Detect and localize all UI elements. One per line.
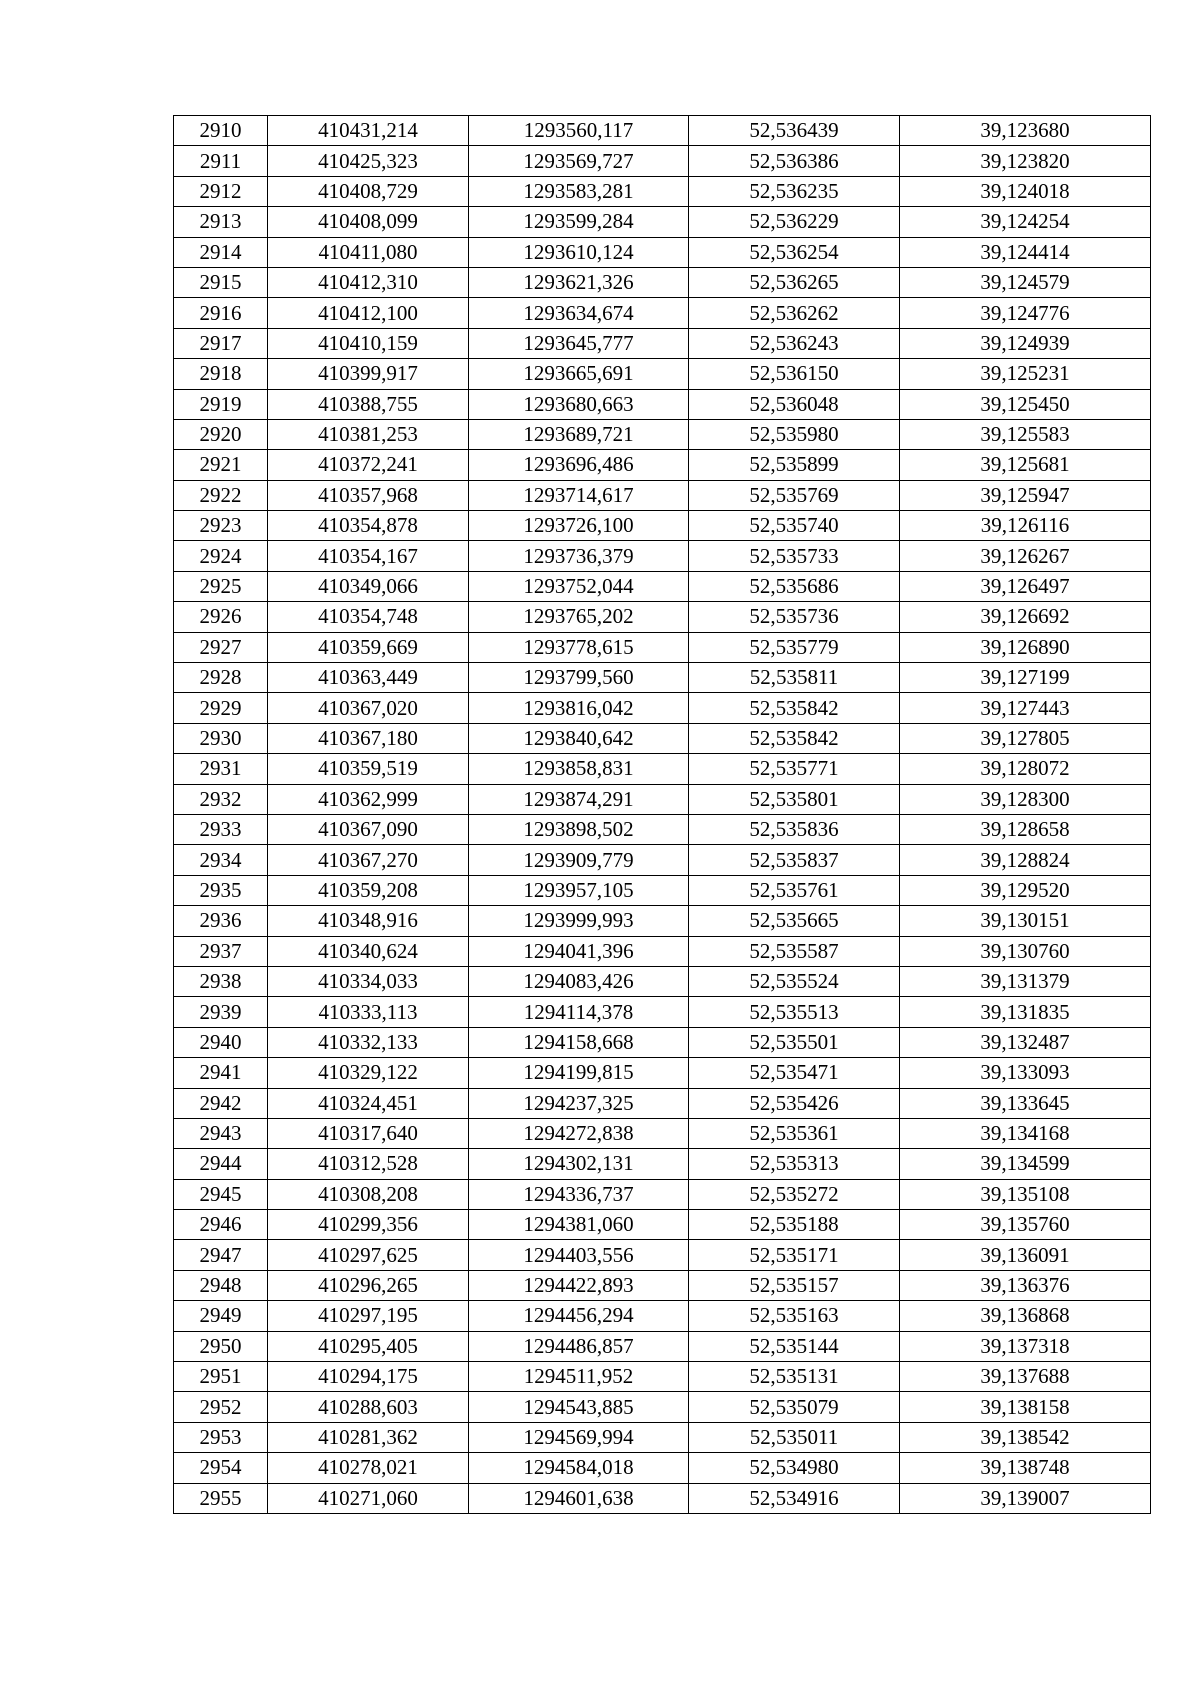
point-number-cell: 2912 — [174, 176, 268, 206]
point-number-cell: 2936 — [174, 906, 268, 936]
point-number-cell: 2928 — [174, 663, 268, 693]
x-coordinate-cell: 410317,640 — [268, 1118, 469, 1148]
point-number-cell: 2950 — [174, 1331, 268, 1361]
table-row — [174, 450, 1151, 480]
table-row — [174, 1270, 1151, 1300]
latitude-cell: 52,535471 — [689, 1058, 900, 1088]
table-row — [174, 784, 1151, 814]
latitude-cell: 52,535836 — [689, 814, 900, 844]
y-coordinate-cell: 1294486,857 — [469, 1331, 689, 1361]
table-row — [174, 997, 1151, 1027]
x-coordinate-cell: 410299,356 — [268, 1210, 469, 1240]
longitude-cell: 39,125583 — [900, 419, 1151, 449]
latitude-cell: 52,534980 — [689, 1453, 900, 1483]
table-row — [174, 237, 1151, 267]
table-row — [174, 571, 1151, 601]
x-coordinate-cell: 410431,214 — [268, 116, 469, 146]
point-number-cell: 2943 — [174, 1118, 268, 1148]
table-row — [174, 328, 1151, 358]
longitude-cell: 39,125231 — [900, 359, 1151, 389]
y-coordinate-cell: 1293957,105 — [469, 875, 689, 905]
x-coordinate-cell: 410281,362 — [268, 1422, 469, 1452]
y-coordinate-cell: 1294272,838 — [469, 1118, 689, 1148]
table-row — [174, 298, 1151, 328]
x-coordinate-cell: 410297,625 — [268, 1240, 469, 1270]
y-coordinate-cell: 1294114,378 — [469, 997, 689, 1027]
latitude-cell: 52,535811 — [689, 663, 900, 693]
longitude-cell: 39,131835 — [900, 997, 1151, 1027]
x-coordinate-cell: 410312,528 — [268, 1149, 469, 1179]
x-coordinate-cell: 410408,099 — [268, 207, 469, 237]
point-number-cell: 2925 — [174, 571, 268, 601]
point-number-cell: 2926 — [174, 602, 268, 632]
table-row — [174, 1301, 1151, 1331]
point-number-cell: 2927 — [174, 632, 268, 662]
table-row — [174, 176, 1151, 206]
latitude-cell: 52,535980 — [689, 419, 900, 449]
x-coordinate-cell: 410354,878 — [268, 511, 469, 541]
longitude-cell: 39,135760 — [900, 1210, 1151, 1240]
point-number-cell: 2945 — [174, 1179, 268, 1209]
longitude-cell: 39,133645 — [900, 1088, 1151, 1118]
y-coordinate-cell: 1293696,486 — [469, 450, 689, 480]
longitude-cell: 39,134168 — [900, 1118, 1151, 1148]
latitude-cell: 52,535171 — [689, 1240, 900, 1270]
y-coordinate-cell: 1293874,291 — [469, 784, 689, 814]
x-coordinate-cell: 410412,310 — [268, 267, 469, 297]
longitude-cell: 39,138748 — [900, 1453, 1151, 1483]
table-row — [174, 966, 1151, 996]
y-coordinate-cell: 1293599,284 — [469, 207, 689, 237]
point-number-cell: 2951 — [174, 1362, 268, 1392]
table-row — [174, 875, 1151, 905]
table-row — [174, 814, 1151, 844]
latitude-cell: 52,535665 — [689, 906, 900, 936]
point-number-cell: 2937 — [174, 936, 268, 966]
point-number-cell: 2953 — [174, 1422, 268, 1452]
x-coordinate-cell: 410348,916 — [268, 906, 469, 936]
point-number-cell: 2929 — [174, 693, 268, 723]
x-coordinate-cell: 410372,241 — [268, 450, 469, 480]
y-coordinate-cell: 1294569,994 — [469, 1422, 689, 1452]
x-coordinate-cell: 410367,020 — [268, 693, 469, 723]
table-row — [174, 1240, 1151, 1270]
point-number-cell: 2944 — [174, 1149, 268, 1179]
point-number-cell: 2949 — [174, 1301, 268, 1331]
x-coordinate-cell: 410329,122 — [268, 1058, 469, 1088]
longitude-cell: 39,128824 — [900, 845, 1151, 875]
latitude-cell: 52,535157 — [689, 1270, 900, 1300]
table-row — [174, 541, 1151, 571]
point-number-cell: 2952 — [174, 1392, 268, 1422]
x-coordinate-cell: 410359,208 — [268, 875, 469, 905]
y-coordinate-cell: 1293680,663 — [469, 389, 689, 419]
longitude-cell: 39,125947 — [900, 480, 1151, 510]
y-coordinate-cell: 1294422,893 — [469, 1270, 689, 1300]
longitude-cell: 39,138158 — [900, 1392, 1151, 1422]
longitude-cell: 39,123680 — [900, 116, 1151, 146]
x-coordinate-cell: 410308,208 — [268, 1179, 469, 1209]
latitude-cell: 52,536048 — [689, 389, 900, 419]
point-number-cell: 2941 — [174, 1058, 268, 1088]
longitude-cell: 39,127443 — [900, 693, 1151, 723]
table-row — [174, 116, 1151, 146]
table-row — [174, 845, 1151, 875]
longitude-cell: 39,124579 — [900, 267, 1151, 297]
latitude-cell: 52,535733 — [689, 541, 900, 571]
x-coordinate-cell: 410354,167 — [268, 541, 469, 571]
table-row — [174, 267, 1151, 297]
y-coordinate-cell: 1294403,556 — [469, 1240, 689, 1270]
longitude-cell: 39,124414 — [900, 237, 1151, 267]
longitude-cell: 39,125450 — [900, 389, 1151, 419]
y-coordinate-cell: 1293752,044 — [469, 571, 689, 601]
point-number-cell: 2923 — [174, 511, 268, 541]
x-coordinate-cell: 410271,060 — [268, 1483, 469, 1513]
y-coordinate-cell: 1293778,615 — [469, 632, 689, 662]
y-coordinate-cell: 1294237,325 — [469, 1088, 689, 1118]
y-coordinate-cell: 1294456,294 — [469, 1301, 689, 1331]
x-coordinate-cell: 410388,755 — [268, 389, 469, 419]
table-row — [174, 1453, 1151, 1483]
x-coordinate-cell: 410381,253 — [268, 419, 469, 449]
longitude-cell: 39,124776 — [900, 298, 1151, 328]
point-number-cell: 2917 — [174, 328, 268, 358]
point-number-cell: 2954 — [174, 1453, 268, 1483]
x-coordinate-cell: 410332,133 — [268, 1027, 469, 1057]
point-number-cell: 2948 — [174, 1270, 268, 1300]
point-number-cell: 2911 — [174, 146, 268, 176]
latitude-cell: 52,536243 — [689, 328, 900, 358]
y-coordinate-cell: 1294601,638 — [469, 1483, 689, 1513]
latitude-cell: 52,535426 — [689, 1088, 900, 1118]
latitude-cell: 52,535686 — [689, 571, 900, 601]
longitude-cell: 39,126497 — [900, 571, 1151, 601]
longitude-cell: 39,128300 — [900, 784, 1151, 814]
longitude-cell: 39,136868 — [900, 1301, 1151, 1331]
y-coordinate-cell: 1293816,042 — [469, 693, 689, 723]
point-number-cell: 2920 — [174, 419, 268, 449]
x-coordinate-cell: 410278,021 — [268, 1453, 469, 1483]
latitude-cell: 52,535361 — [689, 1118, 900, 1148]
table-row — [174, 754, 1151, 784]
latitude-cell: 52,535801 — [689, 784, 900, 814]
table-row — [174, 1088, 1151, 1118]
y-coordinate-cell: 1293858,831 — [469, 754, 689, 784]
x-coordinate-cell: 410334,033 — [268, 966, 469, 996]
point-number-cell: 2914 — [174, 237, 268, 267]
y-coordinate-cell: 1293909,779 — [469, 845, 689, 875]
point-number-cell: 2922 — [174, 480, 268, 510]
latitude-cell: 52,535144 — [689, 1331, 900, 1361]
x-coordinate-cell: 410288,603 — [268, 1392, 469, 1422]
y-coordinate-cell: 1294302,131 — [469, 1149, 689, 1179]
table-row — [174, 359, 1151, 389]
x-coordinate-cell: 410425,323 — [268, 146, 469, 176]
latitude-cell: 52,535899 — [689, 450, 900, 480]
point-number-cell: 2918 — [174, 359, 268, 389]
y-coordinate-cell: 1293621,326 — [469, 267, 689, 297]
latitude-cell: 52,535842 — [689, 723, 900, 753]
y-coordinate-cell: 1293665,691 — [469, 359, 689, 389]
y-coordinate-cell: 1293765,202 — [469, 602, 689, 632]
y-coordinate-cell: 1293645,777 — [469, 328, 689, 358]
table-row — [174, 1149, 1151, 1179]
x-coordinate-cell: 410367,090 — [268, 814, 469, 844]
longitude-cell: 39,125681 — [900, 450, 1151, 480]
table-row — [174, 1483, 1151, 1513]
longitude-cell: 39,126116 — [900, 511, 1151, 541]
table-row — [174, 1058, 1151, 1088]
point-number-cell: 2932 — [174, 784, 268, 814]
latitude-cell: 52,535079 — [689, 1392, 900, 1422]
longitude-cell: 39,127199 — [900, 663, 1151, 693]
x-coordinate-cell: 410410,159 — [268, 328, 469, 358]
point-number-cell: 2924 — [174, 541, 268, 571]
latitude-cell: 52,535513 — [689, 997, 900, 1027]
longitude-cell: 39,130760 — [900, 936, 1151, 966]
latitude-cell: 52,535163 — [689, 1301, 900, 1331]
latitude-cell: 52,535313 — [689, 1149, 900, 1179]
longitude-cell: 39,136376 — [900, 1270, 1151, 1300]
latitude-cell: 52,535501 — [689, 1027, 900, 1057]
point-number-cell: 2913 — [174, 207, 268, 237]
y-coordinate-cell: 1293583,281 — [469, 176, 689, 206]
longitude-cell: 39,138542 — [900, 1422, 1151, 1452]
coordinates-table — [173, 115, 1151, 1514]
longitude-cell: 39,128072 — [900, 754, 1151, 784]
table-row — [174, 906, 1151, 936]
longitude-cell: 39,126267 — [900, 541, 1151, 571]
y-coordinate-cell: 1293999,993 — [469, 906, 689, 936]
latitude-cell: 52,534916 — [689, 1483, 900, 1513]
latitude-cell: 52,535779 — [689, 632, 900, 662]
table-row — [174, 632, 1151, 662]
x-coordinate-cell: 410340,624 — [268, 936, 469, 966]
latitude-cell: 52,535272 — [689, 1179, 900, 1209]
y-coordinate-cell: 1294584,018 — [469, 1453, 689, 1483]
point-number-cell: 2931 — [174, 754, 268, 784]
longitude-cell: 39,137318 — [900, 1331, 1151, 1361]
longitude-cell: 39,135108 — [900, 1179, 1151, 1209]
table-row — [174, 419, 1151, 449]
x-coordinate-cell: 410294,175 — [268, 1362, 469, 1392]
y-coordinate-cell: 1294543,885 — [469, 1392, 689, 1422]
latitude-cell: 52,535131 — [689, 1362, 900, 1392]
table-row — [174, 511, 1151, 541]
table-row — [174, 207, 1151, 237]
table-row — [174, 1210, 1151, 1240]
latitude-cell: 52,536262 — [689, 298, 900, 328]
point-number-cell: 2938 — [174, 966, 268, 996]
latitude-cell: 52,535837 — [689, 845, 900, 875]
table-row — [174, 1179, 1151, 1209]
x-coordinate-cell: 410362,999 — [268, 784, 469, 814]
x-coordinate-cell: 410354,748 — [268, 602, 469, 632]
x-coordinate-cell: 410359,519 — [268, 754, 469, 784]
longitude-cell: 39,126890 — [900, 632, 1151, 662]
x-coordinate-cell: 410296,265 — [268, 1270, 469, 1300]
point-number-cell: 2919 — [174, 389, 268, 419]
latitude-cell: 52,535740 — [689, 511, 900, 541]
point-number-cell: 2910 — [174, 116, 268, 146]
y-coordinate-cell: 1294199,815 — [469, 1058, 689, 1088]
longitude-cell: 39,133093 — [900, 1058, 1151, 1088]
table-row — [174, 1118, 1151, 1148]
table-row — [174, 663, 1151, 693]
y-coordinate-cell: 1294083,426 — [469, 966, 689, 996]
longitude-cell: 39,131379 — [900, 966, 1151, 996]
point-number-cell: 2915 — [174, 267, 268, 297]
latitude-cell: 52,535736 — [689, 602, 900, 632]
longitude-cell: 39,126692 — [900, 602, 1151, 632]
y-coordinate-cell: 1293634,674 — [469, 298, 689, 328]
x-coordinate-cell: 410359,669 — [268, 632, 469, 662]
latitude-cell: 52,535011 — [689, 1422, 900, 1452]
latitude-cell: 52,535769 — [689, 480, 900, 510]
point-number-cell: 2942 — [174, 1088, 268, 1118]
point-number-cell: 2921 — [174, 450, 268, 480]
point-number-cell: 2955 — [174, 1483, 268, 1513]
table-row — [174, 1331, 1151, 1361]
longitude-cell: 39,124018 — [900, 176, 1151, 206]
y-coordinate-cell: 1294511,952 — [469, 1362, 689, 1392]
table-row — [174, 693, 1151, 723]
table-row — [174, 602, 1151, 632]
table-row — [174, 723, 1151, 753]
x-coordinate-cell: 410399,917 — [268, 359, 469, 389]
latitude-cell: 52,536265 — [689, 267, 900, 297]
longitude-cell: 39,124939 — [900, 328, 1151, 358]
latitude-cell: 52,535587 — [689, 936, 900, 966]
longitude-cell: 39,123820 — [900, 146, 1151, 176]
latitude-cell: 52,536229 — [689, 207, 900, 237]
point-number-cell: 2916 — [174, 298, 268, 328]
table-row — [174, 1392, 1151, 1422]
y-coordinate-cell: 1293726,100 — [469, 511, 689, 541]
table-row — [174, 146, 1151, 176]
y-coordinate-cell: 1293610,124 — [469, 237, 689, 267]
x-coordinate-cell: 410367,180 — [268, 723, 469, 753]
table-row — [174, 1422, 1151, 1452]
longitude-cell: 39,137688 — [900, 1362, 1151, 1392]
latitude-cell: 52,536150 — [689, 359, 900, 389]
longitude-cell: 39,124254 — [900, 207, 1151, 237]
point-number-cell: 2933 — [174, 814, 268, 844]
latitude-cell: 52,535188 — [689, 1210, 900, 1240]
x-coordinate-cell: 410411,080 — [268, 237, 469, 267]
latitude-cell: 52,536386 — [689, 146, 900, 176]
y-coordinate-cell: 1293560,117 — [469, 116, 689, 146]
point-number-cell: 2939 — [174, 997, 268, 1027]
x-coordinate-cell: 410363,449 — [268, 663, 469, 693]
x-coordinate-cell: 410367,270 — [268, 845, 469, 875]
x-coordinate-cell: 410297,195 — [268, 1301, 469, 1331]
table-row — [174, 936, 1151, 966]
table-row — [174, 480, 1151, 510]
y-coordinate-cell: 1293736,379 — [469, 541, 689, 571]
y-coordinate-cell: 1293799,560 — [469, 663, 689, 693]
point-number-cell: 2930 — [174, 723, 268, 753]
longitude-cell: 39,139007 — [900, 1483, 1151, 1513]
point-number-cell: 2940 — [174, 1027, 268, 1057]
longitude-cell: 39,132487 — [900, 1027, 1151, 1057]
y-coordinate-cell: 1293898,502 — [469, 814, 689, 844]
latitude-cell: 52,535524 — [689, 966, 900, 996]
y-coordinate-cell: 1293569,727 — [469, 146, 689, 176]
latitude-cell: 52,535842 — [689, 693, 900, 723]
y-coordinate-cell: 1294158,668 — [469, 1027, 689, 1057]
x-coordinate-cell: 410295,405 — [268, 1331, 469, 1361]
latitude-cell: 52,535761 — [689, 875, 900, 905]
latitude-cell: 52,536254 — [689, 237, 900, 267]
x-coordinate-cell: 410357,968 — [268, 480, 469, 510]
point-number-cell: 2935 — [174, 875, 268, 905]
x-coordinate-cell: 410349,066 — [268, 571, 469, 601]
longitude-cell: 39,130151 — [900, 906, 1151, 936]
x-coordinate-cell: 410333,113 — [268, 997, 469, 1027]
latitude-cell: 52,535771 — [689, 754, 900, 784]
y-coordinate-cell: 1293689,721 — [469, 419, 689, 449]
coordinates-table-body — [174, 116, 1151, 1514]
longitude-cell: 39,136091 — [900, 1240, 1151, 1270]
point-number-cell: 2934 — [174, 845, 268, 875]
longitude-cell: 39,129520 — [900, 875, 1151, 905]
x-coordinate-cell: 410324,451 — [268, 1088, 469, 1118]
y-coordinate-cell: 1293840,642 — [469, 723, 689, 753]
point-number-cell: 2947 — [174, 1240, 268, 1270]
table-row — [174, 1027, 1151, 1057]
latitude-cell: 52,536235 — [689, 176, 900, 206]
y-coordinate-cell: 1293714,617 — [469, 480, 689, 510]
table-row — [174, 1362, 1151, 1392]
y-coordinate-cell: 1294041,396 — [469, 936, 689, 966]
x-coordinate-cell: 410408,729 — [268, 176, 469, 206]
y-coordinate-cell: 1294336,737 — [469, 1179, 689, 1209]
y-coordinate-cell: 1294381,060 — [469, 1210, 689, 1240]
longitude-cell: 39,128658 — [900, 814, 1151, 844]
point-number-cell: 2946 — [174, 1210, 268, 1240]
x-coordinate-cell: 410412,100 — [268, 298, 469, 328]
table-row — [174, 389, 1151, 419]
latitude-cell: 52,536439 — [689, 116, 900, 146]
longitude-cell: 39,134599 — [900, 1149, 1151, 1179]
longitude-cell: 39,127805 — [900, 723, 1151, 753]
